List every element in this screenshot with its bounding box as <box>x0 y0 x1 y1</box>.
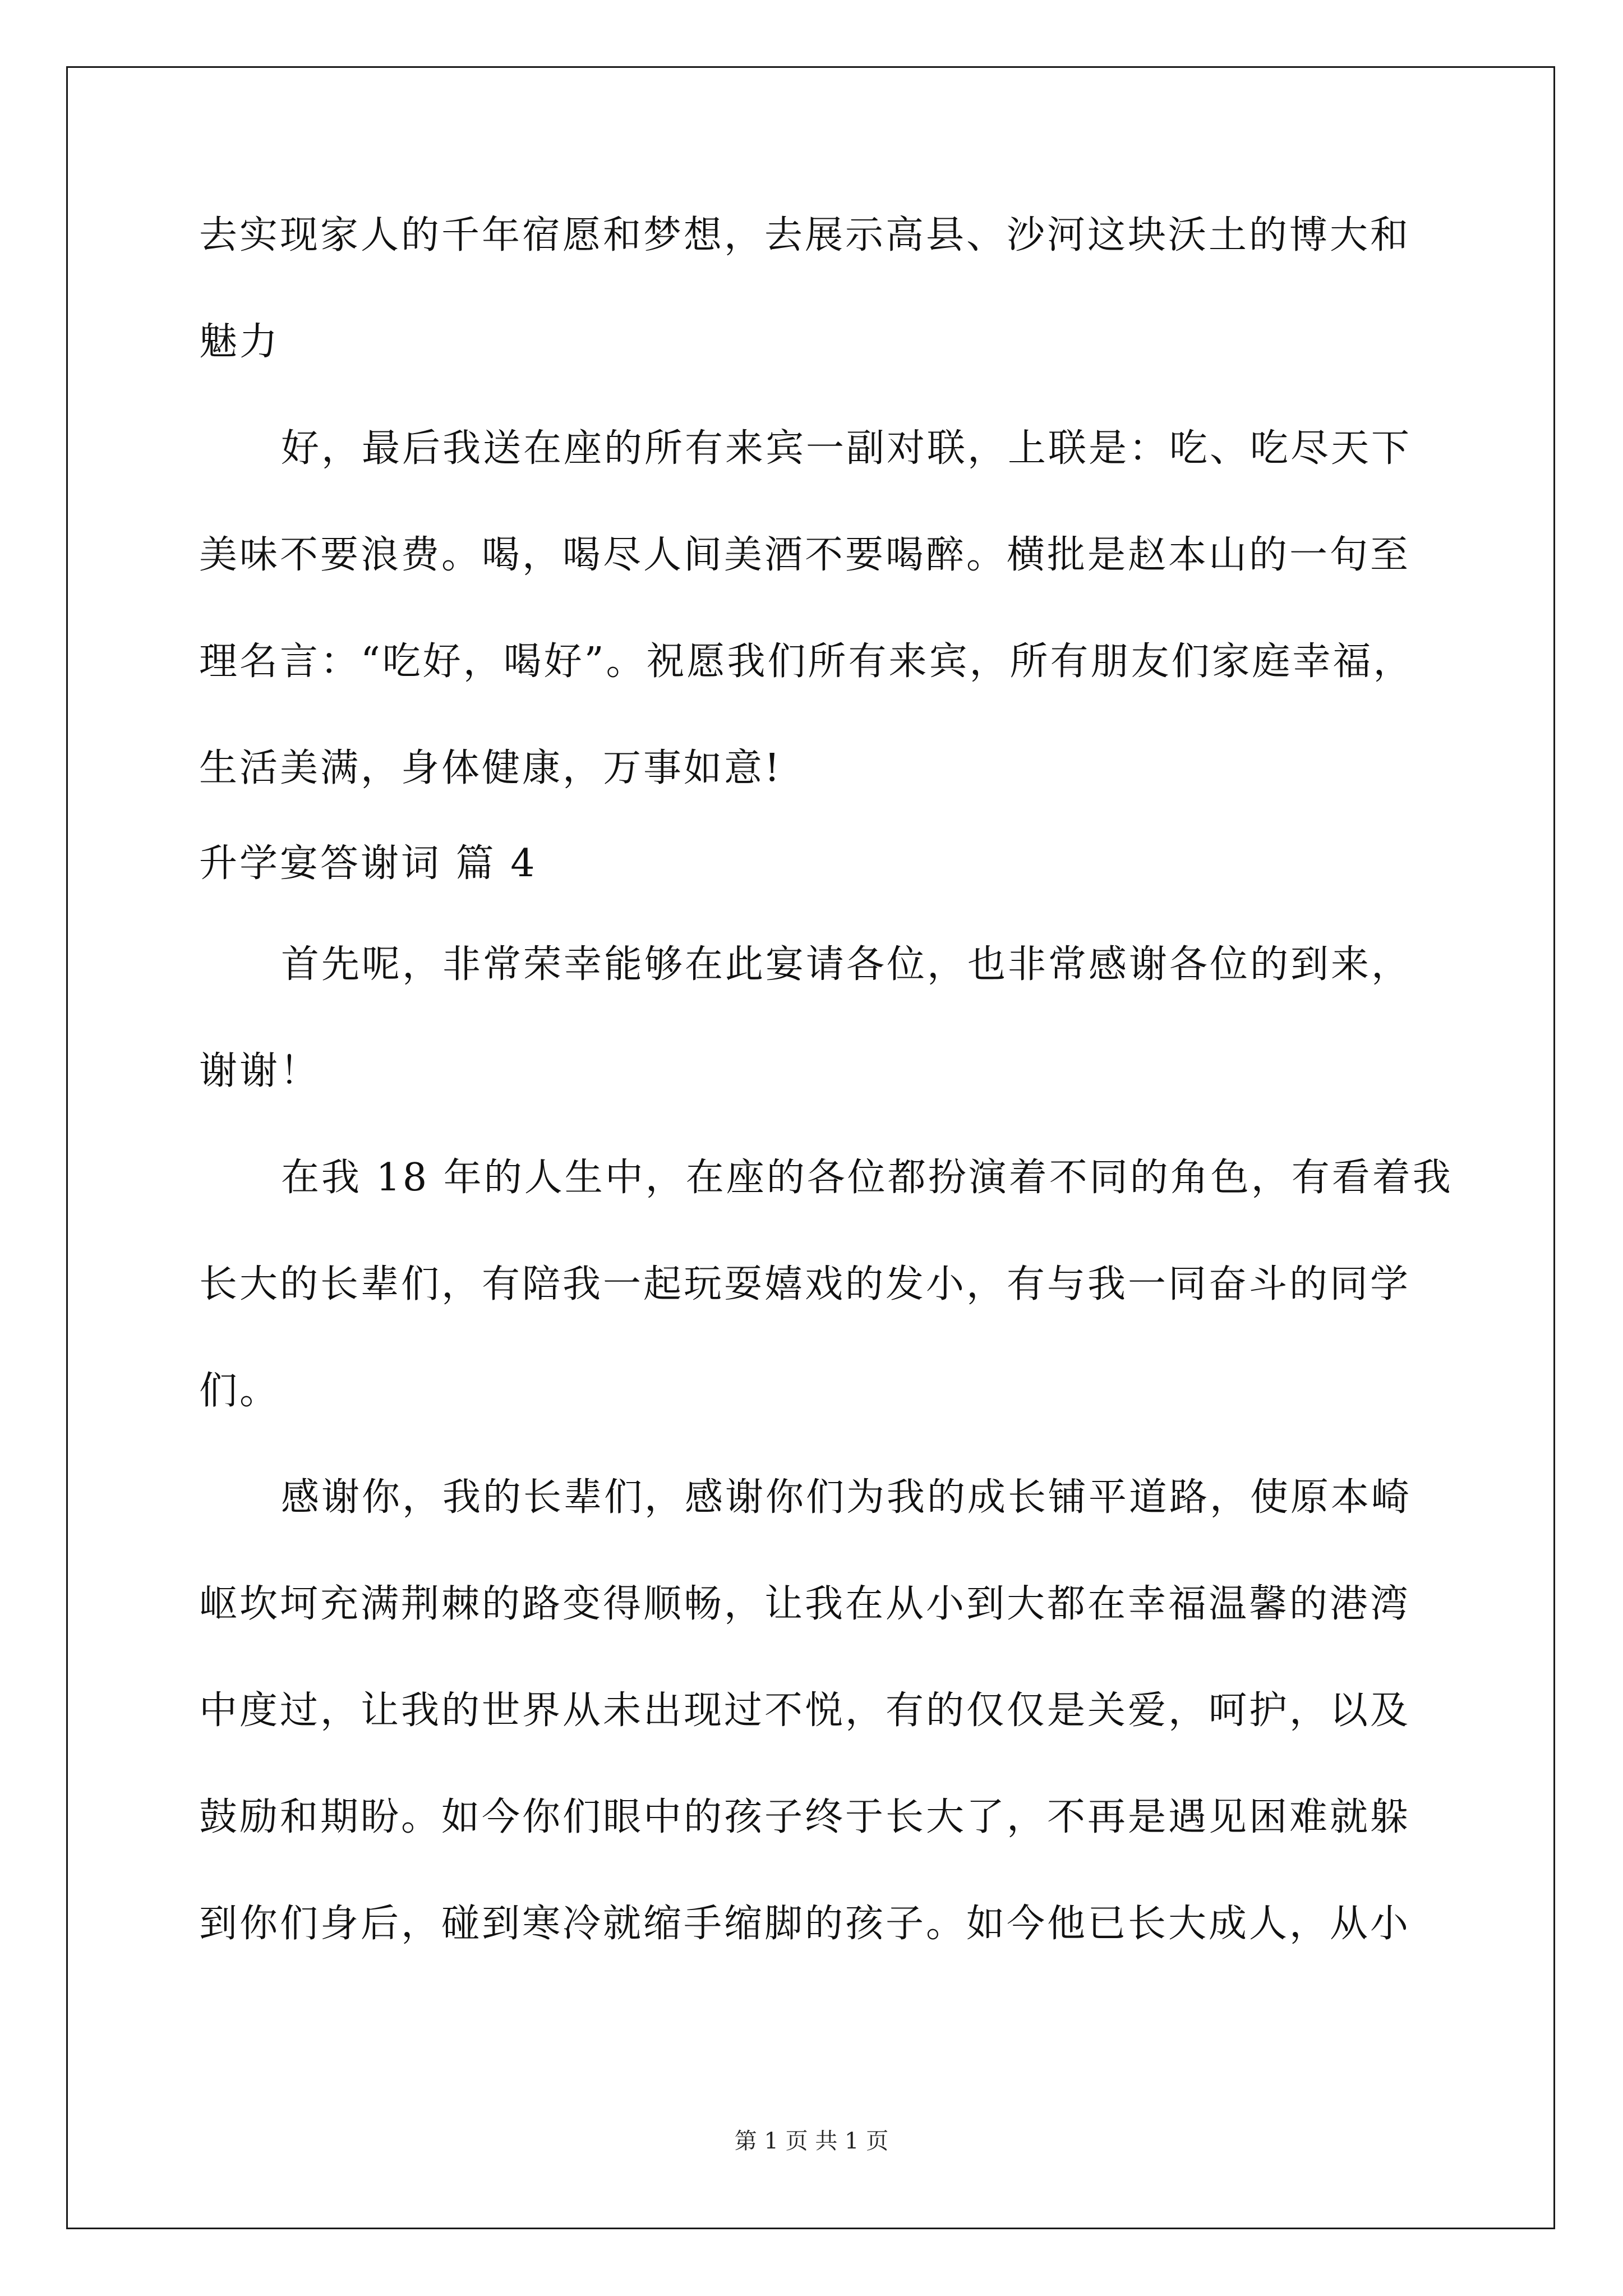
section-heading: 升学宴答谢词 篇 4 <box>199 841 537 886</box>
text-line: 到你们身后，碰到寒冷就缩手缩脚的孩子。如今他已长大成人，从小 <box>199 1902 1411 1946</box>
paragraph-start-line: 好，最后我送在座的所有来宾一副对联，上联是：吃、吃尽天下 <box>281 426 1412 471</box>
paragraph-start-line: 首先呢，非常荣幸能够在此宴请各位，也非常感谢各位的到来， <box>281 942 1412 987</box>
page-footer: 第 1 页 共 1 页 <box>734 2128 889 2154</box>
text-line: 长大的长辈们，有陪我一起玩耍嬉戏的发小，有与我一同奋斗的同学 <box>199 1262 1411 1306</box>
paragraph-start-line: 在我 18 年的人生中，在座的各位都扮演着不同的角色，有看着我 <box>281 1156 1453 1200</box>
text-line: 谢谢！ <box>199 1049 321 1093</box>
text-line: 中度过，让我的世界从未出现过不悦，有的仅仅是关爱，呵护，以及 <box>199 1688 1411 1733</box>
paragraph-start-line: 感谢你，我的长辈们，感谢你们为我的成长铺平道路，使原本崎 <box>281 1475 1412 1520</box>
text-line: 理名言：“吃好，喝好”。祝愿我们所有来宾，所有朋友们家庭幸福， <box>199 639 1414 684</box>
text-line: 生活美满，身体健康，万事如意! <box>199 746 782 790</box>
text-line: 们。 <box>199 1369 280 1413</box>
text-line: 美味不要浪费。喝，喝尽人间美酒不要喝醉。横批是赵本山的一句至 <box>199 533 1411 577</box>
text-line: 鼓励和期盼。如今你们眼中的孩子终于长大了，不再是遇见困难就躲 <box>199 1795 1411 1839</box>
text-line: 岖坎坷充满荆棘的路变得顺畅，让我在从小到大都在幸福温馨的港湾 <box>199 1582 1411 1626</box>
text-line: 魅力 <box>199 320 280 364</box>
text-line: 去实现家人的千年宿愿和梦想，去展示高县、沙河这块沃土的博大和 <box>199 213 1411 257</box>
